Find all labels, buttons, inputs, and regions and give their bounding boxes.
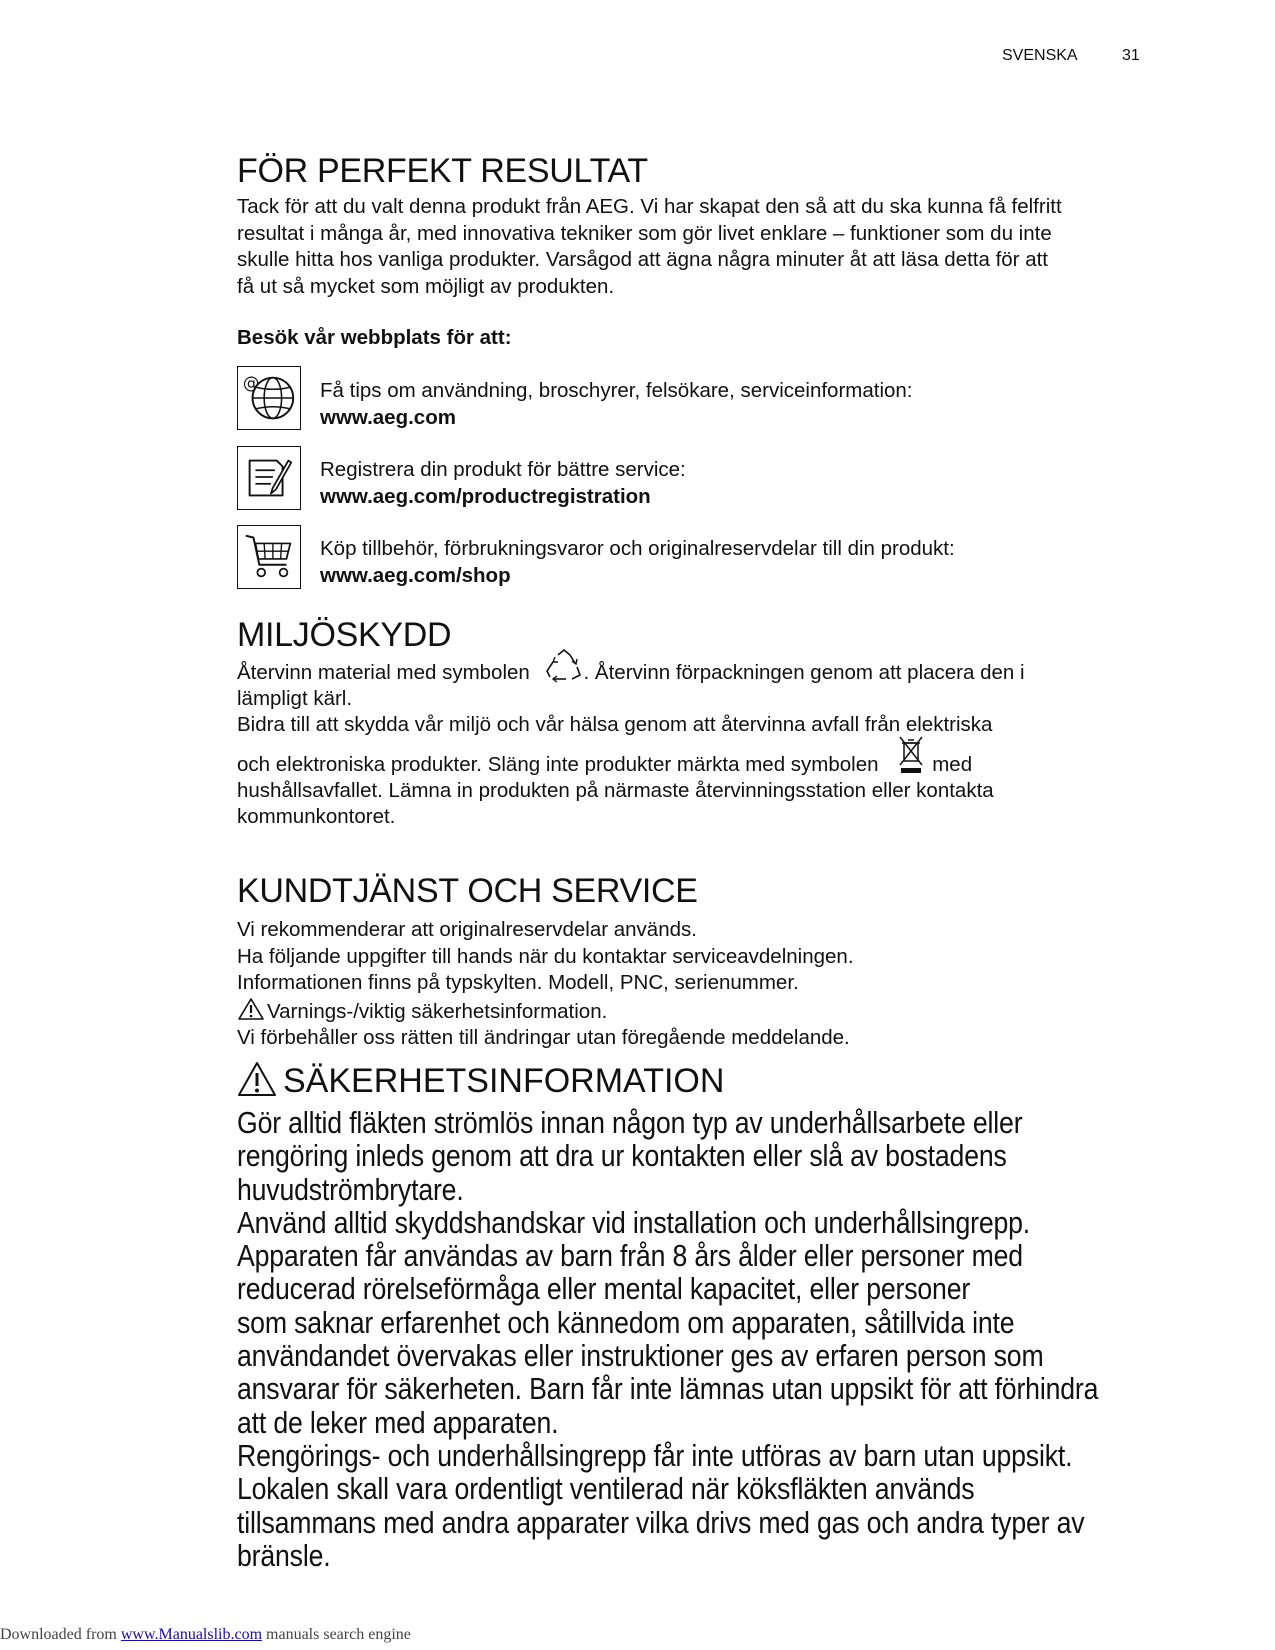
section-title-customer-service: KUNDTJÄNST OCH SERVICE: [237, 872, 698, 910]
safety-line: rengöring inleds genom att dra ur kontakten eller slå av bostadens: [237, 1138, 1007, 1174]
shop-text: Köp tillbehör, förbrukningsvaror och originalreservdelar till din produkt:: [320, 537, 955, 560]
safety-line: som saknar erfarenhet och kännedom om apparaten, såtillvida inte: [237, 1304, 1015, 1340]
safety-line: Rengörings- och underhållsingrepp får inte utföras av barn utan uppsikt.: [237, 1437, 1073, 1473]
service-line: [237, 999, 1157, 1026]
section-title-environment: MILJÖSKYDD: [237, 616, 452, 654]
intro-line: Tack för att du valt denna produkt från AEG. Vi har skapat den så att du ska kunna få felfritt: [237, 195, 1062, 218]
safety-line: Använd alltid skyddshandskar vid installation och underhållsingrepp.: [237, 1204, 1031, 1240]
download-footer: [0, 1626, 411, 1644]
product-registration-link[interactable]: www.aeg.com/productregistration: [320, 484, 651, 508]
safety-line: att de leker med apparaten.: [237, 1404, 559, 1440]
intro-line: få ut så mycket som möjligt av produkten.: [237, 274, 615, 298]
safety-line: ansvarar för säkerheten. Barn får inte lämnas utan uppsikt för att förhindra: [237, 1371, 1099, 1407]
page-number: 31: [1122, 47, 1140, 64]
section-title-safety: SÄKERHETSINFORMATION: [283, 1062, 725, 1100]
product-registration-row: [320, 457, 1160, 510]
environment-line: [237, 660, 1157, 686]
environment-text: . Återvinn förpackningen genom att placera den i: [583, 661, 1025, 684]
environment-paragraph: [237, 660, 1157, 830]
safety-line: Lokalen skall vara ordentligt ventilerad när köksfläkten används: [237, 1471, 975, 1507]
language-label: SVENSKA: [1002, 47, 1078, 64]
warning-triangle-icon: [237, 1061, 277, 1097]
environment-text: med: [932, 753, 973, 776]
intro-paragraph: [237, 194, 1157, 300]
intro-line: skulle hitta hos vanliga produkter. Varsågod att ägna några minuter åt att läsa detta för att: [237, 248, 1049, 271]
environment-text: och elektroniska produkter. Släng inte produkter märkta med symbolen: [237, 753, 879, 776]
warning-info-text: Varnings-/viktig säkerhetsinformation.: [267, 999, 608, 1023]
footer-suffix: manuals search engine: [262, 1626, 411, 1643]
shop-row: [320, 536, 1160, 589]
service-info-link[interactable]: www.aeg.com: [320, 405, 456, 429]
register-document-icon: [237, 446, 301, 510]
crossed-out-bin-icon: [896, 735, 926, 775]
globe-at-icon: [237, 366, 301, 430]
svg-text:@: @: [242, 373, 260, 393]
safety-line: Apparaten får användas av barn från 8 års ålder eller personer med: [237, 1238, 1023, 1274]
recycle-icon: [544, 649, 584, 685]
service-line: Vi rekommenderar att originalreservdelar används.: [237, 918, 697, 941]
safety-heading: [237, 1062, 724, 1101]
safety-line: huvudströmbrytare.: [237, 1171, 464, 1207]
visit-heading: Besök vår webbplats för att:: [237, 326, 512, 349]
service-line: Ha följande uppgifter till hands när du kontaktar serviceavdelningen.: [237, 944, 854, 968]
safety-line: reducerad rörelseförmåga eller mental kapacitet, eller personer: [237, 1271, 971, 1307]
warning-triangle-icon: [237, 997, 265, 1021]
customer-service-paragraph: [237, 917, 1157, 1052]
safety-line: Gör alltid fläkten strömlös innan någon typ av underhållsarbete eller: [237, 1105, 1023, 1140]
service-line: Informationen finns på typskylten. Modell, PNC, serienummer.: [237, 971, 799, 994]
safety-paragraph: [237, 1105, 1099, 1573]
environment-line: Bidra till att skydda vår miljö och vår hälsa genom att återvinna avfall från elektriska: [237, 713, 993, 736]
manualslib-link[interactable]: www.Manualslib.com: [120, 1626, 263, 1643]
product-registration-text: Registrera din produkt för bättre service:: [320, 458, 686, 481]
environment-line: lämpligt kärl.: [237, 687, 353, 710]
environment-line: kommunkontoret.: [237, 805, 396, 828]
environment-text: Återvinn material med symbolen: [237, 661, 530, 684]
section-title-perfect-result: FÖR PERFEKT RESULTAT: [237, 152, 648, 190]
shopping-cart-icon: [237, 525, 301, 589]
safety-line: bränsle.: [237, 1537, 331, 1573]
service-info-text: Få tips om användning, broschyrer, felsökare, serviceinformation:: [320, 379, 913, 402]
service-line: Vi förbehåller oss rätten till ändringar utan föregående meddelande.: [237, 1026, 850, 1049]
intro-line: resultat i många år, med innovativa tekniker som gör livet enklare – funktioner som du inte: [237, 221, 1052, 245]
environment-line: [237, 752, 1157, 778]
footer-prefix: Downloaded from: [0, 1626, 121, 1643]
service-info-row: [320, 378, 1160, 431]
safety-line: tillsammans med andra apparater vilka drivs med gas och andra typer av: [237, 1504, 1085, 1540]
environment-line: hushållsavfallet. Lämna in produkten på närmaste återvinningsstation eller kontakta: [237, 779, 994, 802]
shop-link[interactable]: www.aeg.com/shop: [320, 563, 511, 587]
safety-line: användandet övervakas eller instruktioner ges av erfaren person som: [237, 1338, 1044, 1374]
